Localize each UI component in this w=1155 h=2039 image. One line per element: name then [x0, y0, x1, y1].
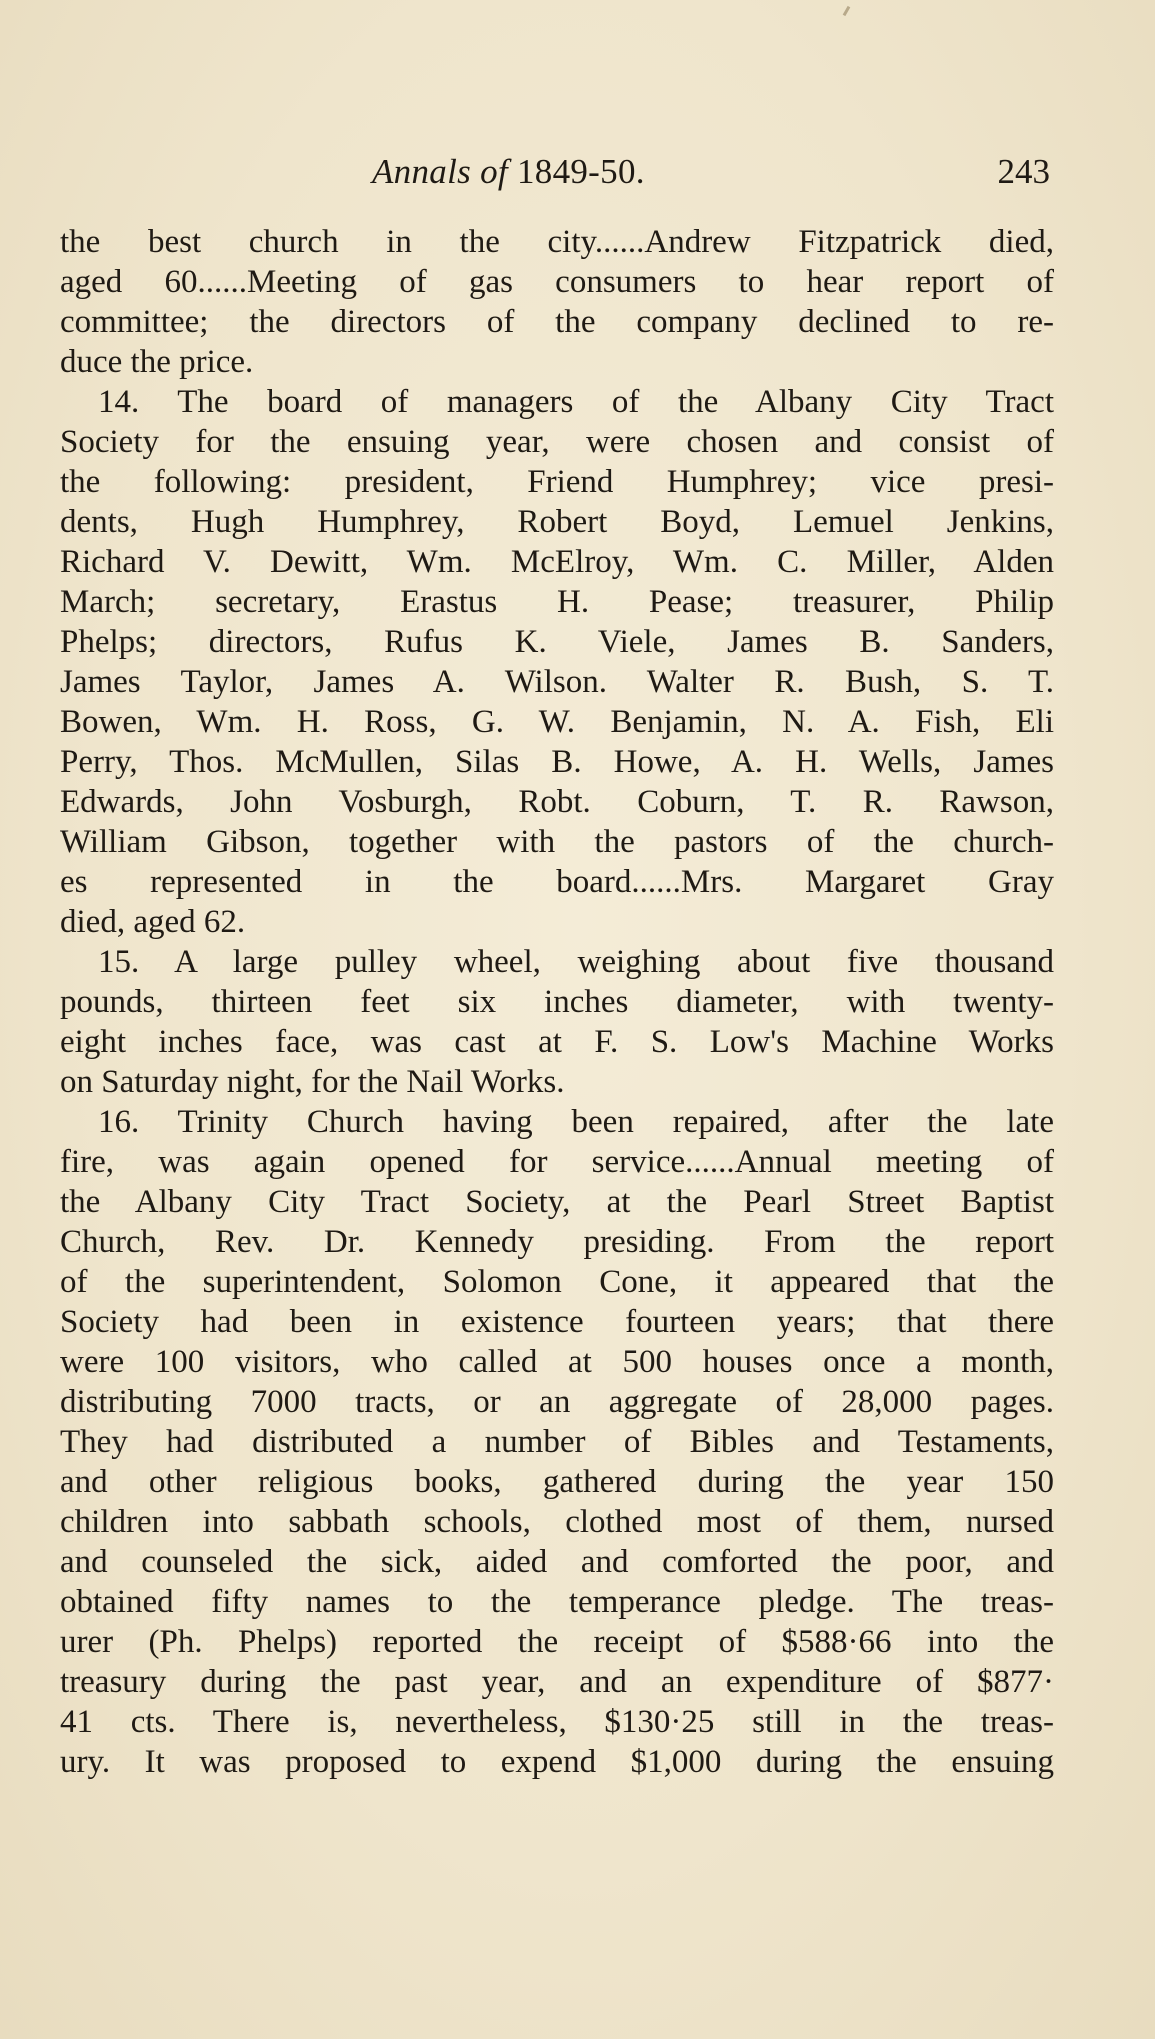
running-head-years: 1849-50.	[516, 152, 645, 191]
running-head-annals: Annals	[372, 152, 472, 191]
running-head	[372, 152, 645, 192]
text-line: Society had been in existence fourteen years; that there	[60, 1304, 1054, 1340]
text-line: aged 60......Meeting of gas consumers to hear report of	[60, 264, 1054, 300]
text-line: the best church in the city......Andrew Fitzpatrick died,	[60, 224, 1054, 260]
text-line: pounds, thirteen feet six inches diameter, with twenty-	[60, 984, 1054, 1020]
text-line: and other religious books, gathered during the year 150	[60, 1464, 1054, 1500]
text-line: Society for the ensuing year, were chosen and consist of	[60, 424, 1054, 460]
page-number: 243	[997, 152, 1050, 191]
text-line: treasury during the past year, and an expenditure of $877·	[60, 1664, 1054, 1700]
text-line: of the superintendent, Solomon Cone, it appeared that the	[60, 1264, 1054, 1300]
page-header	[60, 152, 1060, 196]
text-line: 15. A large pulley wheel, weighing about five thousand	[98, 944, 1054, 980]
text-line: 14. The board of managers of the Albany City Tract	[98, 384, 1054, 420]
text-line: children into sabbath schools, clothed most of them, nursed	[60, 1504, 1054, 1540]
text-line: eight inches face, was cast at F. S. Low's Machine Works	[60, 1024, 1054, 1060]
text-line: They had distributed a number of Bibles and Testaments,	[60, 1424, 1054, 1460]
text-line: obtained fifty names to the temperance pledge. The treas-	[60, 1584, 1054, 1620]
text-line: on Saturday night, for the Nail Works.	[60, 1064, 565, 1100]
text-line: the following: president, Friend Humphrey; vice presi-	[60, 464, 1054, 500]
text-line: March; secretary, Erastus H. Pease; treasurer, Philip	[60, 584, 1054, 620]
text-line: distributing 7000 tracts, or an aggregate of 28,000 pages.	[60, 1384, 1054, 1420]
text-line: Edwards, John Vosburgh, Robt. Coburn, T. R. Rawson,	[60, 784, 1054, 820]
text-line: William Gibson, together with the pastors of the church-	[60, 824, 1054, 860]
text-line: committee; the directors of the company declined to re-	[60, 304, 1054, 340]
text-line: Bowen, Wm. H. Ross, G. W. Benjamin, N. A. Fish, Eli	[60, 704, 1054, 740]
text-line: urer (Ph. Phelps) reported the receipt of $588·66 into the	[60, 1624, 1054, 1660]
text-line: duce the price.	[60, 344, 254, 380]
text-line: Perry, Thos. McMullen, Silas B. Howe, A. H. Wells, James	[60, 744, 1054, 780]
text-line: es represented in the board......Mrs. Margaret Gray	[60, 864, 1054, 900]
text-line: Phelps; directors, Rufus K. Viele, James B. Sanders,	[60, 624, 1054, 660]
running-head-of: of	[480, 152, 508, 191]
body-text	[60, 222, 1054, 1782]
text-line: the Albany City Tract Society, at the Pearl Street Baptist	[60, 1184, 1054, 1220]
text-line: were 100 visitors, who called at 500 houses once a month,	[60, 1344, 1054, 1380]
text-line: 41 cts. There is, nevertheless, $130·25 still in the treas-	[60, 1704, 1054, 1740]
text-line: fire, was again opened for service......Annual meeting of	[60, 1144, 1054, 1180]
pencil-mark	[843, 6, 851, 16]
text-line: dents, Hugh Humphrey, Robert Boyd, Lemuel Jenkins,	[60, 504, 1054, 540]
text-line: James Taylor, James A. Wilson. Walter R. Bush, S. T.	[60, 664, 1054, 700]
text-line: Richard V. Dewitt, Wm. McElroy, Wm. C. Miller, Alden	[60, 544, 1054, 580]
text-line: and counseled the sick, aided and comforted the poor, and	[60, 1544, 1054, 1580]
text-line: Church, Rev. Dr. Kennedy presiding. From the report	[60, 1224, 1054, 1260]
text-line: 16. Trinity Church having been repaired, after the late	[98, 1104, 1054, 1140]
text-line: died, aged 62.	[60, 904, 246, 940]
text-line: ury. It was proposed to expend $1,000 during the ensuing	[60, 1744, 1054, 1780]
